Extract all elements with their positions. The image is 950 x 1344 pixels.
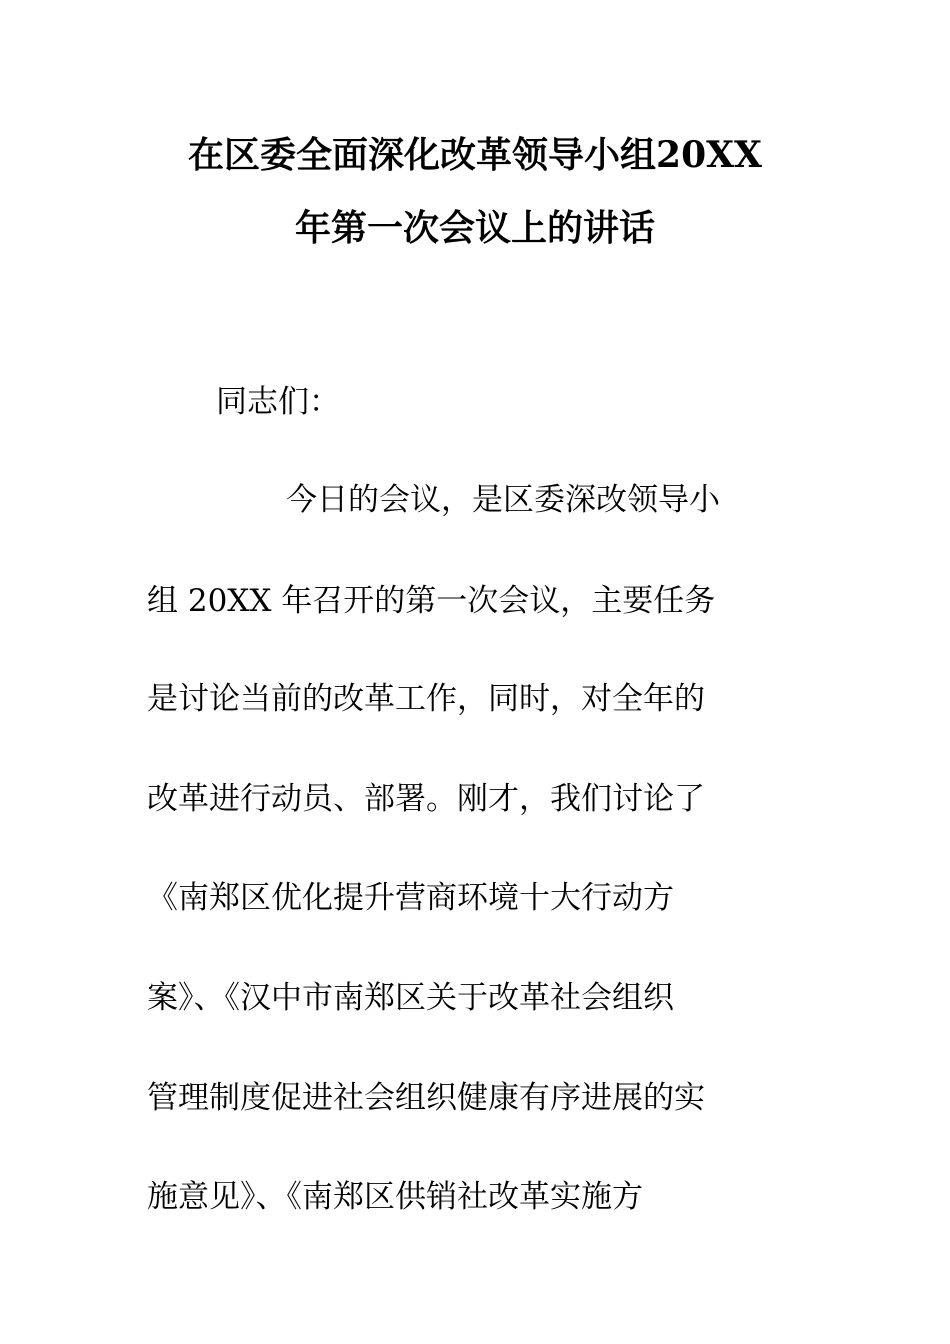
salutation: 同志们： [216,384,340,420]
body-line: 今日的会议，是区委深改领导小 [286,482,720,518]
body-line: 《南郑区优化提升营商环境十大行动方 [147,880,674,916]
body-line: 案》、《汉中市南郑区关于改革社会组织 [147,980,674,1016]
body-line: 是讨论当前的改革工作，同时，对全年的 [147,681,705,717]
document-title-line-2: 年第一次会议上的讲话 [294,207,655,249]
body-line: 组 20XX 年召开的第一次会议，主要任务 [147,583,716,619]
body-line: 改革进行动员、部署。刚才，我们讨论了 [147,781,705,817]
document-title-line-1: 在区委全面深化改革领导小组20XX [188,134,762,176]
body-line: 施意见》、《南郑区供销社改革实施方 [147,1179,643,1215]
body-line: 管理制度促进社会组织健康有序进展的实 [147,1080,705,1116]
